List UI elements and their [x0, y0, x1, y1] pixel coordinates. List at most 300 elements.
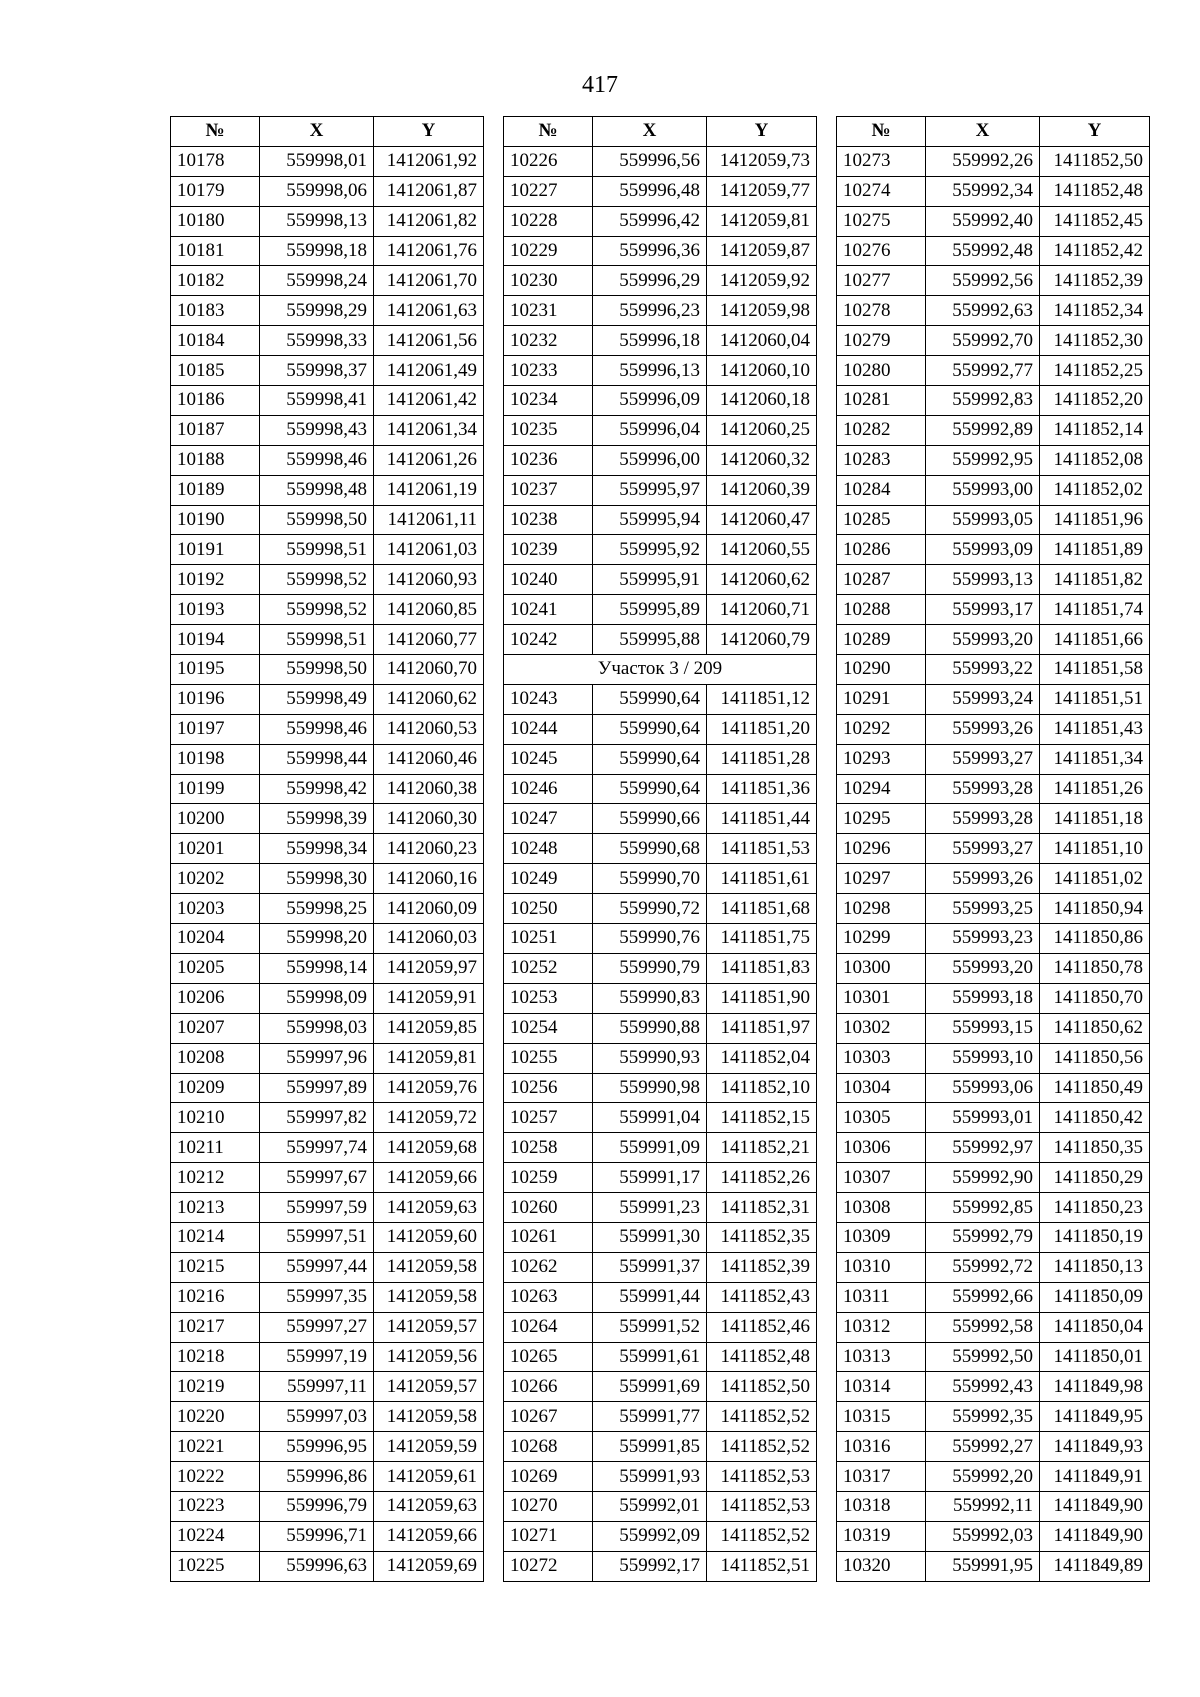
- cell-x: 559998,29: [260, 296, 374, 326]
- table-row: [504, 266, 817, 296]
- cell-x: 559991,95: [926, 1551, 1040, 1581]
- table-row: [504, 1342, 817, 1372]
- header-x: X: [926, 117, 1040, 147]
- table-row: [504, 1372, 817, 1402]
- cell-number: 10241: [504, 595, 593, 625]
- cell-number: 10190: [171, 505, 260, 535]
- cell-y: 1412060,85: [374, 595, 484, 625]
- cell-x: 559997,59: [260, 1193, 374, 1223]
- cell-number: 10198: [171, 744, 260, 774]
- cell-x: 559991,09: [593, 1133, 707, 1163]
- cell-x: 559991,77: [593, 1402, 707, 1432]
- cell-number: 10188: [171, 445, 260, 475]
- cell-y: 1411852,20: [1040, 386, 1150, 416]
- cell-y: 1412059,61: [374, 1462, 484, 1492]
- table-row: [837, 714, 1150, 744]
- table-row: [171, 146, 484, 176]
- cell-number: 10264: [504, 1312, 593, 1342]
- cell-x: 559991,04: [593, 1103, 707, 1133]
- cell-number: 10182: [171, 266, 260, 296]
- cell-number: 10235: [504, 415, 593, 445]
- cell-y: 1412059,85: [374, 1013, 484, 1043]
- cell-x: 559996,29: [593, 266, 707, 296]
- cell-number: 10295: [837, 804, 926, 834]
- table-row: [171, 445, 484, 475]
- table-row: [504, 684, 817, 714]
- cell-number: 10257: [504, 1103, 593, 1133]
- cell-x: 559993,27: [926, 744, 1040, 774]
- table-header-row: [171, 117, 484, 147]
- header-number: №: [504, 117, 593, 147]
- table-row: [171, 1222, 484, 1252]
- cell-y: 1411851,02: [1040, 864, 1150, 894]
- cell-y: 1411852,15: [707, 1103, 817, 1133]
- cell-x: 559991,69: [593, 1372, 707, 1402]
- cell-x: 559993,09: [926, 535, 1040, 565]
- header-y: Y: [1040, 117, 1150, 147]
- cell-x: 559998,06: [260, 176, 374, 206]
- cell-y: 1411850,13: [1040, 1252, 1150, 1282]
- cell-y: 1412059,91: [374, 983, 484, 1013]
- cell-y: 1411852,46: [707, 1312, 817, 1342]
- cell-x: 559992,27: [926, 1432, 1040, 1462]
- cell-y: 1411849,90: [1040, 1521, 1150, 1551]
- table-row: [504, 1252, 817, 1282]
- cell-number: 10236: [504, 445, 593, 475]
- cell-y: 1411851,36: [707, 774, 817, 804]
- cell-x: 559992,40: [926, 206, 1040, 236]
- cell-x: 559995,89: [593, 595, 707, 625]
- table-row: [504, 475, 817, 505]
- cell-x: 559992,85: [926, 1193, 1040, 1223]
- cell-y: 1412060,53: [374, 714, 484, 744]
- cell-x: 559997,96: [260, 1043, 374, 1073]
- cell-x: 559991,85: [593, 1432, 707, 1462]
- cell-y: 1412059,73: [707, 146, 817, 176]
- cell-number: 10185: [171, 356, 260, 386]
- cell-number: 10183: [171, 296, 260, 326]
- table-row: [504, 953, 817, 983]
- table-row: [171, 296, 484, 326]
- cell-x: 559992,11: [926, 1491, 1040, 1521]
- cell-number: 10247: [504, 804, 593, 834]
- cell-x: 559998,09: [260, 983, 374, 1013]
- cell-x: 559992,79: [926, 1222, 1040, 1252]
- table-row: [837, 1133, 1150, 1163]
- cell-number: 10210: [171, 1103, 260, 1133]
- table-row: [837, 445, 1150, 475]
- cell-number: 10286: [837, 535, 926, 565]
- table-row: [837, 146, 1150, 176]
- cell-y: 1411852,14: [1040, 415, 1150, 445]
- table-row: [837, 236, 1150, 266]
- cell-number: 10268: [504, 1432, 593, 1462]
- table-row: [504, 1222, 817, 1252]
- table-row: [504, 445, 817, 475]
- cell-x: 559993,22: [926, 655, 1040, 685]
- table-row: [171, 1462, 484, 1492]
- table-row: [171, 744, 484, 774]
- table-row: [837, 1402, 1150, 1432]
- table-row: [837, 1013, 1150, 1043]
- cell-x: 559993,23: [926, 924, 1040, 954]
- cell-y: 1411851,61: [707, 864, 817, 894]
- table-row: [171, 266, 484, 296]
- cell-x: 559996,56: [593, 146, 707, 176]
- cell-x: 559998,51: [260, 535, 374, 565]
- cell-x: 559998,50: [260, 505, 374, 535]
- cell-y: 1412060,62: [707, 565, 817, 595]
- cell-y: 1411852,45: [1040, 206, 1150, 236]
- table-row: [504, 1163, 817, 1193]
- cell-number: 10249: [504, 864, 593, 894]
- cell-x: 559997,89: [260, 1073, 374, 1103]
- cell-y: 1411852,10: [707, 1073, 817, 1103]
- cell-x: 559995,97: [593, 475, 707, 505]
- cell-x: 559990,64: [593, 774, 707, 804]
- cell-y: 1412060,79: [707, 625, 817, 655]
- table-row: [837, 266, 1150, 296]
- table-row: [837, 804, 1150, 834]
- cell-y: 1411852,50: [707, 1372, 817, 1402]
- cell-y: 1411851,20: [707, 714, 817, 744]
- cell-y: 1412059,97: [374, 953, 484, 983]
- table-row: [837, 386, 1150, 416]
- cell-x: 559995,88: [593, 625, 707, 655]
- cell-y: 1412061,92: [374, 146, 484, 176]
- table-row: [171, 1252, 484, 1282]
- table-row: [837, 983, 1150, 1013]
- cell-number: 10254: [504, 1013, 593, 1043]
- cell-x: 559992,90: [926, 1163, 1040, 1193]
- cell-y: 1411850,04: [1040, 1312, 1150, 1342]
- table-body: [837, 146, 1150, 1581]
- cell-y: 1412060,10: [707, 356, 817, 386]
- cell-y: 1412060,62: [374, 684, 484, 714]
- table-row: [837, 655, 1150, 685]
- cell-x: 559996,23: [593, 296, 707, 326]
- cell-number: 10201: [171, 834, 260, 864]
- cell-x: 559993,27: [926, 834, 1040, 864]
- table-row: [171, 1133, 484, 1163]
- cell-x: 559998,51: [260, 625, 374, 655]
- cell-x: 559992,34: [926, 176, 1040, 206]
- cell-x: 559998,14: [260, 953, 374, 983]
- cell-x: 559990,66: [593, 804, 707, 834]
- cell-y: 1411852,48: [707, 1342, 817, 1372]
- cell-number: 10231: [504, 296, 593, 326]
- coordinates-table-1: [170, 116, 484, 1582]
- cell-y: 1411852,31: [707, 1193, 817, 1223]
- cell-y: 1411852,35: [707, 1222, 817, 1252]
- cell-y: 1412061,82: [374, 206, 484, 236]
- cell-number: 10305: [837, 1103, 926, 1133]
- cell-y: 1412061,34: [374, 415, 484, 445]
- cell-y: 1412061,42: [374, 386, 484, 416]
- cell-y: 1412060,09: [374, 894, 484, 924]
- table-row: [837, 565, 1150, 595]
- table-row: [171, 475, 484, 505]
- cell-number: 10193: [171, 595, 260, 625]
- cell-y: 1412061,26: [374, 445, 484, 475]
- cell-number: 10204: [171, 924, 260, 954]
- cell-x: 559991,93: [593, 1462, 707, 1492]
- table-row: [837, 894, 1150, 924]
- table-row: [504, 774, 817, 804]
- cell-x: 559993,28: [926, 804, 1040, 834]
- table-row: [837, 774, 1150, 804]
- cell-number: 10245: [504, 744, 593, 774]
- cell-number: 10280: [837, 356, 926, 386]
- cell-y: 1412060,23: [374, 834, 484, 864]
- cell-x: 559996,18: [593, 326, 707, 356]
- cell-y: 1412061,63: [374, 296, 484, 326]
- header-y: Y: [374, 117, 484, 147]
- cell-number: 10259: [504, 1163, 593, 1193]
- table-row: [504, 565, 817, 595]
- table-row: [837, 1491, 1150, 1521]
- cell-x: 559997,82: [260, 1103, 374, 1133]
- cell-y: 1412059,68: [374, 1133, 484, 1163]
- cell-number: 10214: [171, 1222, 260, 1252]
- cell-number: 10262: [504, 1252, 593, 1282]
- table-row: [837, 1222, 1150, 1252]
- cell-y: 1412061,11: [374, 505, 484, 535]
- table-row: [504, 535, 817, 565]
- cell-number: 10228: [504, 206, 593, 236]
- cell-number: 10240: [504, 565, 593, 595]
- table-row: [171, 774, 484, 804]
- cell-number: 10194: [171, 625, 260, 655]
- cell-x: 559992,35: [926, 1402, 1040, 1432]
- cell-y: 1411849,89: [1040, 1551, 1150, 1581]
- cell-y: 1411851,28: [707, 744, 817, 774]
- cell-x: 559998,25: [260, 894, 374, 924]
- cell-number: 10274: [837, 176, 926, 206]
- cell-number: 10219: [171, 1372, 260, 1402]
- cell-y: 1411851,58: [1040, 655, 1150, 685]
- cell-y: 1411852,26: [707, 1163, 817, 1193]
- cell-y: 1412059,92: [707, 266, 817, 296]
- table-row: [837, 326, 1150, 356]
- cell-y: 1411850,19: [1040, 1222, 1150, 1252]
- cell-x: 559996,79: [260, 1491, 374, 1521]
- cell-number: 10315: [837, 1402, 926, 1432]
- cell-number: 10186: [171, 386, 260, 416]
- cell-y: 1411850,01: [1040, 1342, 1150, 1372]
- table-row: [504, 983, 817, 1013]
- table-row: [504, 505, 817, 535]
- cell-y: 1411851,43: [1040, 714, 1150, 744]
- cell-x: 559991,23: [593, 1193, 707, 1223]
- cell-number: 10290: [837, 655, 926, 685]
- cell-x: 559992,83: [926, 386, 1040, 416]
- table-row: [837, 1372, 1150, 1402]
- cell-number: 10269: [504, 1462, 593, 1492]
- cell-number: 10317: [837, 1462, 926, 1492]
- cell-number: 10208: [171, 1043, 260, 1073]
- cell-number: 10289: [837, 625, 926, 655]
- table-row: [504, 206, 817, 236]
- cell-x: 559996,95: [260, 1432, 374, 1462]
- table-row: [837, 296, 1150, 326]
- cell-number: 10244: [504, 714, 593, 744]
- cell-x: 559990,93: [593, 1043, 707, 1073]
- cell-x: 559997,44: [260, 1252, 374, 1282]
- table-row: [504, 415, 817, 445]
- cell-x: 559997,03: [260, 1402, 374, 1432]
- table-row: [837, 1252, 1150, 1282]
- cell-x: 559990,64: [593, 684, 707, 714]
- cell-number: 10263: [504, 1282, 593, 1312]
- cell-y: 1412060,18: [707, 386, 817, 416]
- table-row: [837, 356, 1150, 386]
- cell-number: 10320: [837, 1551, 926, 1581]
- cell-y: 1412061,19: [374, 475, 484, 505]
- cell-y: 1411850,78: [1040, 953, 1150, 983]
- cell-y: 1412059,60: [374, 1222, 484, 1252]
- table-row: [837, 684, 1150, 714]
- cell-x: 559997,67: [260, 1163, 374, 1193]
- table-row: [837, 924, 1150, 954]
- cell-x: 559998,48: [260, 475, 374, 505]
- cell-number: 10218: [171, 1342, 260, 1372]
- cell-x: 559993,28: [926, 774, 1040, 804]
- table-row: [837, 1521, 1150, 1551]
- cell-y: 1412060,39: [707, 475, 817, 505]
- cell-number: 10230: [504, 266, 593, 296]
- table-row: [837, 1163, 1150, 1193]
- cell-y: 1411852,52: [707, 1402, 817, 1432]
- cell-x: 559993,20: [926, 625, 1040, 655]
- cell-x: 559990,64: [593, 744, 707, 774]
- cell-x: 559997,19: [260, 1342, 374, 1372]
- cell-y: 1412060,04: [707, 326, 817, 356]
- table-row: [504, 1491, 817, 1521]
- table-row: [837, 1312, 1150, 1342]
- cell-number: 10292: [837, 714, 926, 744]
- cell-number: 10211: [171, 1133, 260, 1163]
- cell-y: 1412059,98: [707, 296, 817, 326]
- table-header-row: [504, 117, 817, 147]
- cell-number: 10314: [837, 1372, 926, 1402]
- cell-x: 559993,20: [926, 953, 1040, 983]
- cell-x: 559998,03: [260, 1013, 374, 1043]
- cell-y: 1411852,34: [1040, 296, 1150, 326]
- cell-y: 1411852,25: [1040, 356, 1150, 386]
- cell-number: 10221: [171, 1432, 260, 1462]
- table-row: [171, 1103, 484, 1133]
- table-row: [504, 146, 817, 176]
- cell-number: 10227: [504, 176, 593, 206]
- cell-number: 10299: [837, 924, 926, 954]
- cell-number: 10278: [837, 296, 926, 326]
- cell-x: 559998,42: [260, 774, 374, 804]
- cell-x: 559992,97: [926, 1133, 1040, 1163]
- table-row: [171, 386, 484, 416]
- cell-y: 1412061,56: [374, 326, 484, 356]
- cell-x: 559998,13: [260, 206, 374, 236]
- table-row: [171, 894, 484, 924]
- cell-number: 10243: [504, 684, 593, 714]
- section-row: [504, 655, 817, 685]
- cell-x: 559992,77: [926, 356, 1040, 386]
- cell-number: 10233: [504, 356, 593, 386]
- cell-x: 559990,68: [593, 834, 707, 864]
- cell-x: 559996,42: [593, 206, 707, 236]
- table-row: [837, 535, 1150, 565]
- cell-y: 1411851,83: [707, 953, 817, 983]
- table-row: [504, 834, 817, 864]
- cell-x: 559993,06: [926, 1073, 1040, 1103]
- table-row: [504, 894, 817, 924]
- cell-y: 1412059,76: [374, 1073, 484, 1103]
- header-x: X: [260, 117, 374, 147]
- cell-number: 10302: [837, 1013, 926, 1043]
- table-row: [504, 1402, 817, 1432]
- table-row: [171, 176, 484, 206]
- table-row: [504, 1193, 817, 1223]
- table-row: [171, 1432, 484, 1462]
- cell-number: 10181: [171, 236, 260, 266]
- cell-x: 559992,66: [926, 1282, 1040, 1312]
- cell-y: 1411852,30: [1040, 326, 1150, 356]
- cell-x: 559998,39: [260, 804, 374, 834]
- cell-number: 10242: [504, 625, 593, 655]
- cell-x: 559990,83: [593, 983, 707, 1013]
- cell-y: 1412059,58: [374, 1252, 484, 1282]
- cell-number: 10310: [837, 1252, 926, 1282]
- cell-y: 1412060,03: [374, 924, 484, 954]
- cell-y: 1411850,49: [1040, 1073, 1150, 1103]
- table-row: [504, 625, 817, 655]
- cell-x: 559998,46: [260, 714, 374, 744]
- table-row: [171, 1521, 484, 1551]
- table-body: [171, 146, 484, 1581]
- cell-y: 1411850,94: [1040, 894, 1150, 924]
- cell-number: 10216: [171, 1282, 260, 1312]
- cell-y: 1411851,90: [707, 983, 817, 1013]
- cell-number: 10301: [837, 983, 926, 1013]
- cell-y: 1412059,69: [374, 1551, 484, 1581]
- cell-number: 10238: [504, 505, 593, 535]
- cell-number: 10291: [837, 684, 926, 714]
- table-row: [171, 1073, 484, 1103]
- cell-number: 10319: [837, 1521, 926, 1551]
- cell-number: 10313: [837, 1342, 926, 1372]
- cell-number: 10296: [837, 834, 926, 864]
- cell-x: 559990,64: [593, 714, 707, 744]
- cell-number: 10256: [504, 1073, 593, 1103]
- cell-y: 1411850,70: [1040, 983, 1150, 1013]
- cell-number: 10252: [504, 953, 593, 983]
- table-row: [171, 505, 484, 535]
- cell-y: 1411851,89: [1040, 535, 1150, 565]
- cell-number: 10261: [504, 1222, 593, 1252]
- cell-x: 559998,41: [260, 386, 374, 416]
- cell-y: 1412060,47: [707, 505, 817, 535]
- cell-number: 10192: [171, 565, 260, 595]
- cell-number: 10253: [504, 983, 593, 1013]
- cell-number: 10271: [504, 1521, 593, 1551]
- cell-number: 10272: [504, 1551, 593, 1581]
- table-row: [171, 804, 484, 834]
- cell-x: 559993,15: [926, 1013, 1040, 1043]
- cell-y: 1411852,39: [1040, 266, 1150, 296]
- cell-x: 559997,51: [260, 1222, 374, 1252]
- cell-number: 10279: [837, 326, 926, 356]
- cell-number: 10273: [837, 146, 926, 176]
